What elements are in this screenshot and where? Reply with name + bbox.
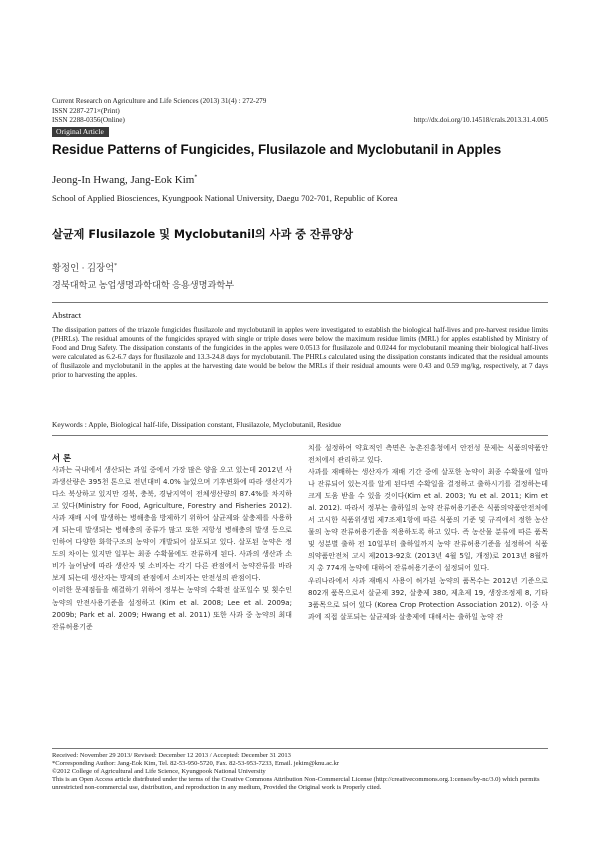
divider-footer (52, 748, 548, 749)
korean-author-list (52, 260, 117, 274)
doi-link[interactable]: http://dx.doi.org/10.14518/crals.2013.31.4.005 (413, 116, 548, 124)
divider-keywords (52, 435, 548, 436)
corresponding-mark: * (194, 174, 198, 181)
abstract-heading: Abstract (52, 310, 82, 320)
journal-header (52, 97, 266, 126)
section-heading-introduction: 서 론 (52, 453, 72, 463)
footnotes (52, 752, 548, 792)
divider-top (52, 302, 548, 303)
author-affiliation: School of Applied Biosciences, Kyungpook National University, Daegu 702-701, Republic of Korea (52, 193, 398, 203)
copyright: ©2012 College of Agricultural and Life Science, Kyungpook National University (52, 767, 266, 775)
korean-author-names: 황정인 · 김장억 (52, 264, 115, 274)
license-text: This is an Open Access article distributed under the terms of the Creative Commons Attribution Non-Commercial License (http://creativecommons.org.1:censes/by-nc/3.0) which permits unrestricted non-commercial use, distribution, and reproduction in any medium, Provided the Original work is Properly cited. (52, 775, 540, 791)
body-column-right (308, 442, 548, 623)
issn-online: ISSN 2288-0356(Online) (52, 116, 125, 125)
article-type-badge: Original Article (52, 127, 109, 137)
korean-corresponding-mark: * (114, 262, 118, 269)
author-names: Jeong-In Hwang, Jang-Eok Kim (52, 174, 195, 186)
body-paragraph: 우리나라에서 사과 재배시 사용이 허가된 농약의 품목수는 2012년 기준으로 802개 품목으로서 살균제 392, 살충제 380, 제초제 19, 생장조정제 8, 기타 3품목으로 되어 있다 (Korea Crop Protection Association 2012). 이중 사과에 직접 살포되는 살균제와 살충제에 대해서는 출하일 농약 잔 (308, 575, 548, 621)
body-paragraph: 치를 설정하여 약효적인 측면은 농촌진흥청에서 안전성 문제는 식품의약품안전처에서 관리하고 있다. (308, 443, 548, 465)
received-dates: Received: November 29 2013/ Revised: December 12 2013 / Accepted: December 31 2013 (52, 752, 291, 759)
body-paragraph: 이러한 문제점들을 해결하기 위하여 정부는 농약의 수확전 살포일수 및 횟수인 농약의 안전사용기준을 설정하고 (Kim et al. 2008; Lee et al. 2009a; 2009b; Park et al. 2009; Hwang et al. 2011) 또한 사과 중 농약의 최대잔류허용기준 (52, 585, 292, 631)
corresponding-author: *Corresponding Author: Jang-Eok Kim, Tel. 82-53-950-5720, Fax. 82-53-953-7233, Email. jekim@knu.ac.kr (52, 759, 340, 767)
body-column-left (52, 453, 292, 633)
korean-title: 살균제 Flusilazole 및 Myclobutanil의 사과 중 잔류양상 (52, 228, 354, 241)
issn-print: ISSN 2287-271×(Print) (52, 106, 120, 115)
journal-citation: Current Research on Agriculture and Life Sciences (2013) 31(4) : 272-279 (52, 97, 267, 105)
keywords: Keywords : Apple, Biological half-life, Dissipation constant, Flusilazole, Myclobutanil, Residue (52, 420, 342, 429)
author-list (52, 174, 197, 186)
body-paragraph: 사과는 국내에서 생산되는 과일 중에서 가장 많은 양을 오고 있는데 2012년 사과생산량은 395천 톤으로 전년대비 4.0% 늘었으며 기후변화에 따라 생산지가 다소 북상하고 있지만 경북, 충북, 경남지역이 전체생산량의 87.4%를 차지하고 있다(Ministry for Food, Agriculture, Forestry and Fisheries 2012). 사과 재배 시에 발생하는 병해충을 방제하기 위하여 살균제와 살충제를 사용하게 되는데 발생되는 병해충의 종류가 많고 또한 저항성 병해충의 발생 등으로 인하여 다양한 화학구조의 농약이 개발되어 살포되고 있다. 살포된 농약은 정도의 차이는 있지만 일부는 최종 수확물에도 잔류하게 된다. 사과의 생산과 소비가 늘어남에 따라 생산자 및 소비자는 각기 다른 관점에서 농약잔류를 바라보게 되는데 생산자는 방제의 관점에서 소비자는 안전성의 관점이다. (52, 465, 292, 583)
korean-affiliation: 경북대학교 농업생명과학대학 응용생명과학부 (52, 280, 235, 290)
body-paragraph: 사과를 재배하는 생산자가 재배 기간 중에 살포한 농약이 최종 수확물에 얼마나 잔류되어 있는지를 알게 된다면 수확일을 결정하고 출하시기를 결정하는데 크게 도움 받을 수 있을 것이다(Kim et al. 2003; Yu et al. 2011; Kim et al. 2012). 따라서 정부는 출하일의 농약 잔류허용기준은 식품의약품안전처에서 고시한 식품위생법 제7조제1항에 따른 식품의 기준 및 규격에서 정한 농산물의 농약 잔류허용기준을 적용하도록 하고 있다. 즉 농산물 분류에 따른 품목 및 성분별 출하 전 10일부터 출하일까지 농약 잔류허용기준을 설정하여 식품의약품안전처 고시 제2013-92호 (2013년 4월 5일, 개정)로 2013년 8월까지 총 774개 농약에 대하여 잔류허용기준이 설정되어 있다. (308, 467, 548, 573)
article-title: Residue Patterns of Fungicides, Flusilazole and Myclobutanil in Apples (52, 142, 502, 157)
abstract-text: The dissipation patters of the triazole fungicides flusilazole and myclobutanil in apples were investigated to establish the biological half-lives and pre-harvest residue limits (PHRLs). The residual amounts of the fungicides sprayed with single or triple doses were below the maximum residue limits (MRL) for apples established by Ministry of Food and Drug Safety. The dissipation constants of the fungicides in the apples were 0.0513 for flusilazole and 0.0244 for myclobutanil meaning their biological half-lives were calculated as 6.2-6.7 days for flusilazole and 13.3-24.8 days for myclobutanil. The PHRLs calculated using the dissipation constants indicated that the residual amounts of flusilazole and myclobutanil in the apples at the harvesting date would be below the MRLs if their residual amounts were 0.43 and 0.59 mg/kg, respectively, at 7 days prior to harvesting the apples. (52, 326, 548, 380)
